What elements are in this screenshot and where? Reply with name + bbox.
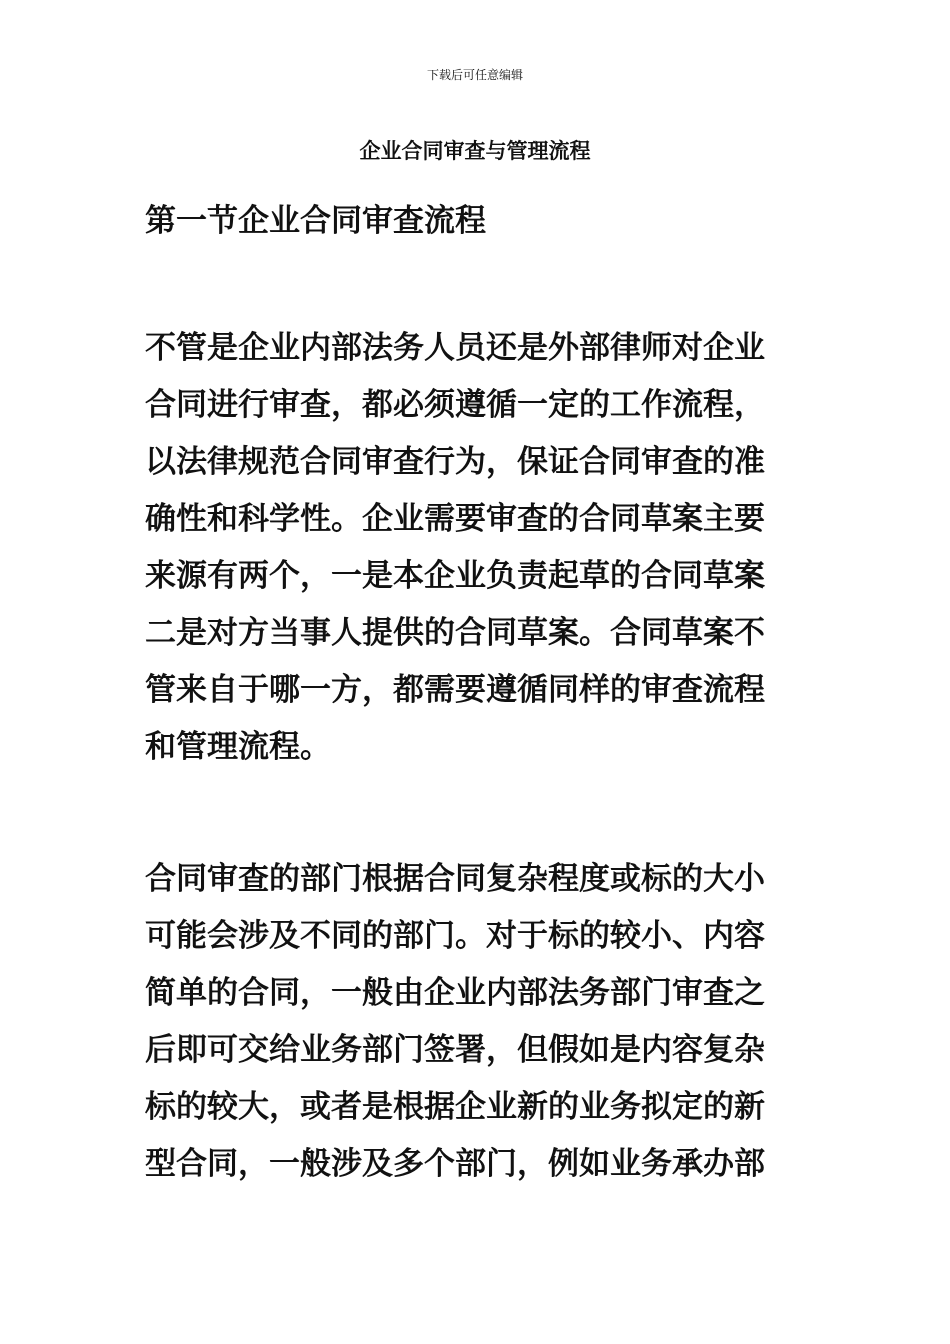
- paragraph-line: 管来自于哪一方，都需要遵循同样的审查流程: [145, 672, 765, 708]
- paragraph-line: 标的较大，或者是根据企业新的业务拟定的新: [145, 1089, 765, 1125]
- section-heading: 第一节企业合同审查流程: [145, 203, 486, 239]
- paragraph-line: 不管是企业内部法务人员还是外部律师对企业: [145, 330, 765, 366]
- paragraph-line: 合同进行审查，都必须遵循一定的工作流程，: [145, 387, 765, 423]
- paragraph-line: 型合同，一般涉及多个部门，例如业务承办部: [145, 1146, 765, 1182]
- document-title: 企业合同审查与管理流程: [359, 138, 591, 163]
- paragraph-line: 简单的合同，一般由企业内部法务部门审查之: [145, 975, 765, 1011]
- paragraph-line: 来源有两个，一是本企业负责起草的合同草案: [145, 558, 765, 594]
- paragraph-line: 确性和科学性。企业需要审查的合同草案主要: [145, 501, 765, 537]
- paragraph-line: 以法律规范合同审查行为，保证合同审查的准: [145, 444, 765, 480]
- paragraph-line: 合同审查的部门根据合同复杂程度或标的大小: [145, 861, 765, 897]
- paragraph-line: 后即可交给业务部门签署，但假如是内容复杂: [145, 1032, 765, 1068]
- paragraph-line: 可能会涉及不同的部门。对于标的较小、内容: [145, 918, 765, 954]
- header-note: 下载后可任意编辑: [426, 68, 523, 82]
- paragraph-1: [145, 320, 810, 776]
- paragraph-2: [145, 851, 810, 1193]
- paragraph-line: 和管理流程。: [145, 729, 331, 765]
- paragraph-line: 二是对方当事人提供的合同草案。合同草案不: [145, 615, 765, 651]
